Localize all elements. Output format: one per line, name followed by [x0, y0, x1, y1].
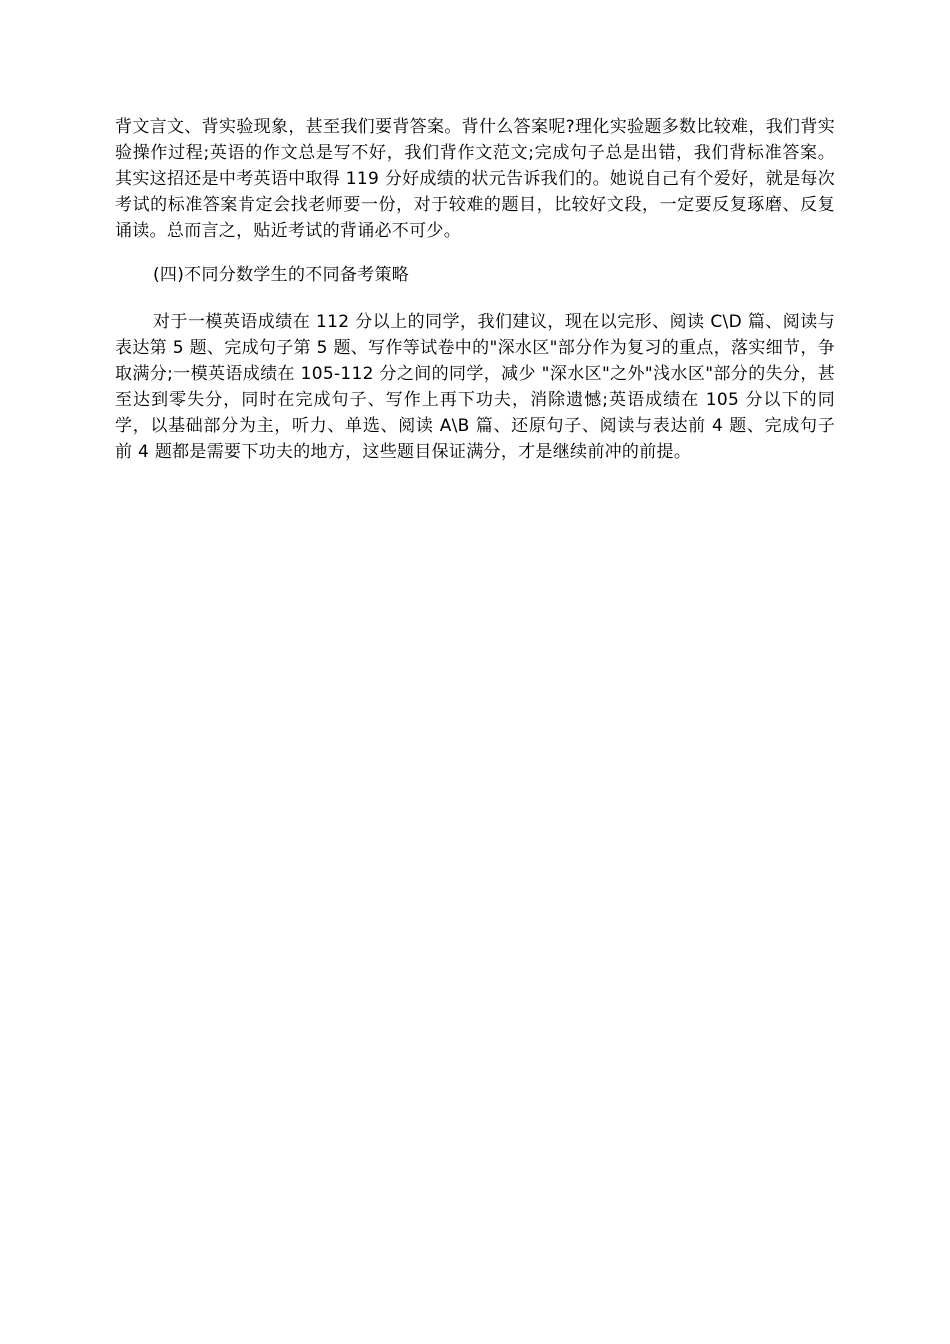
document-page — [115, 114, 835, 465]
section-heading-strategies: (四)不同分数学生的不同备考策略 — [153, 265, 410, 285]
paragraph-recitation: 背文言文、背实验现象，甚至我们要背答案。背什么答案呢?理化实验题多数比较难，我们背实验操作过程;英语的作文总是写不好，我们背作文范文;完成句子总是出错，我们背标准答案。其实这招还是中考英语中取得 119 分好成绩的状元告诉我们的。她说自己有个爱好，就是每次考试的标准答案肯定会找老师要一份，对于较难的题目，比较好文段，一定要反复琢磨、反复诵读。总而言之，贴近考试的背诵必不可少。 — [115, 117, 835, 241]
paragraph-score-strategies: 对于一模英语成绩在 112 分以上的同学，我们建议，现在以完形、阅读 C\D 篇、阅读与表达第 5 题、完成句子第 5 题、写作等试卷中的"深水区"部分作为复习的重点，落实细节，争取满分;一模英语成绩在 105-112 分之间的同学，减少 "深水区"之外"浅水区"部分的失分，甚至达到零失分，同时在完成句子、写作上再下功夫，消除遗憾;英语成绩在 105 分以下的同学，以基础部分为主，听力、单选、阅读 A\B 篇、还原句子、阅读与表达前 4 题、完成句子前 4 题都是需要下功夫的地方，这些题目保证满分，才是继续前冲的前提。 — [115, 312, 835, 462]
